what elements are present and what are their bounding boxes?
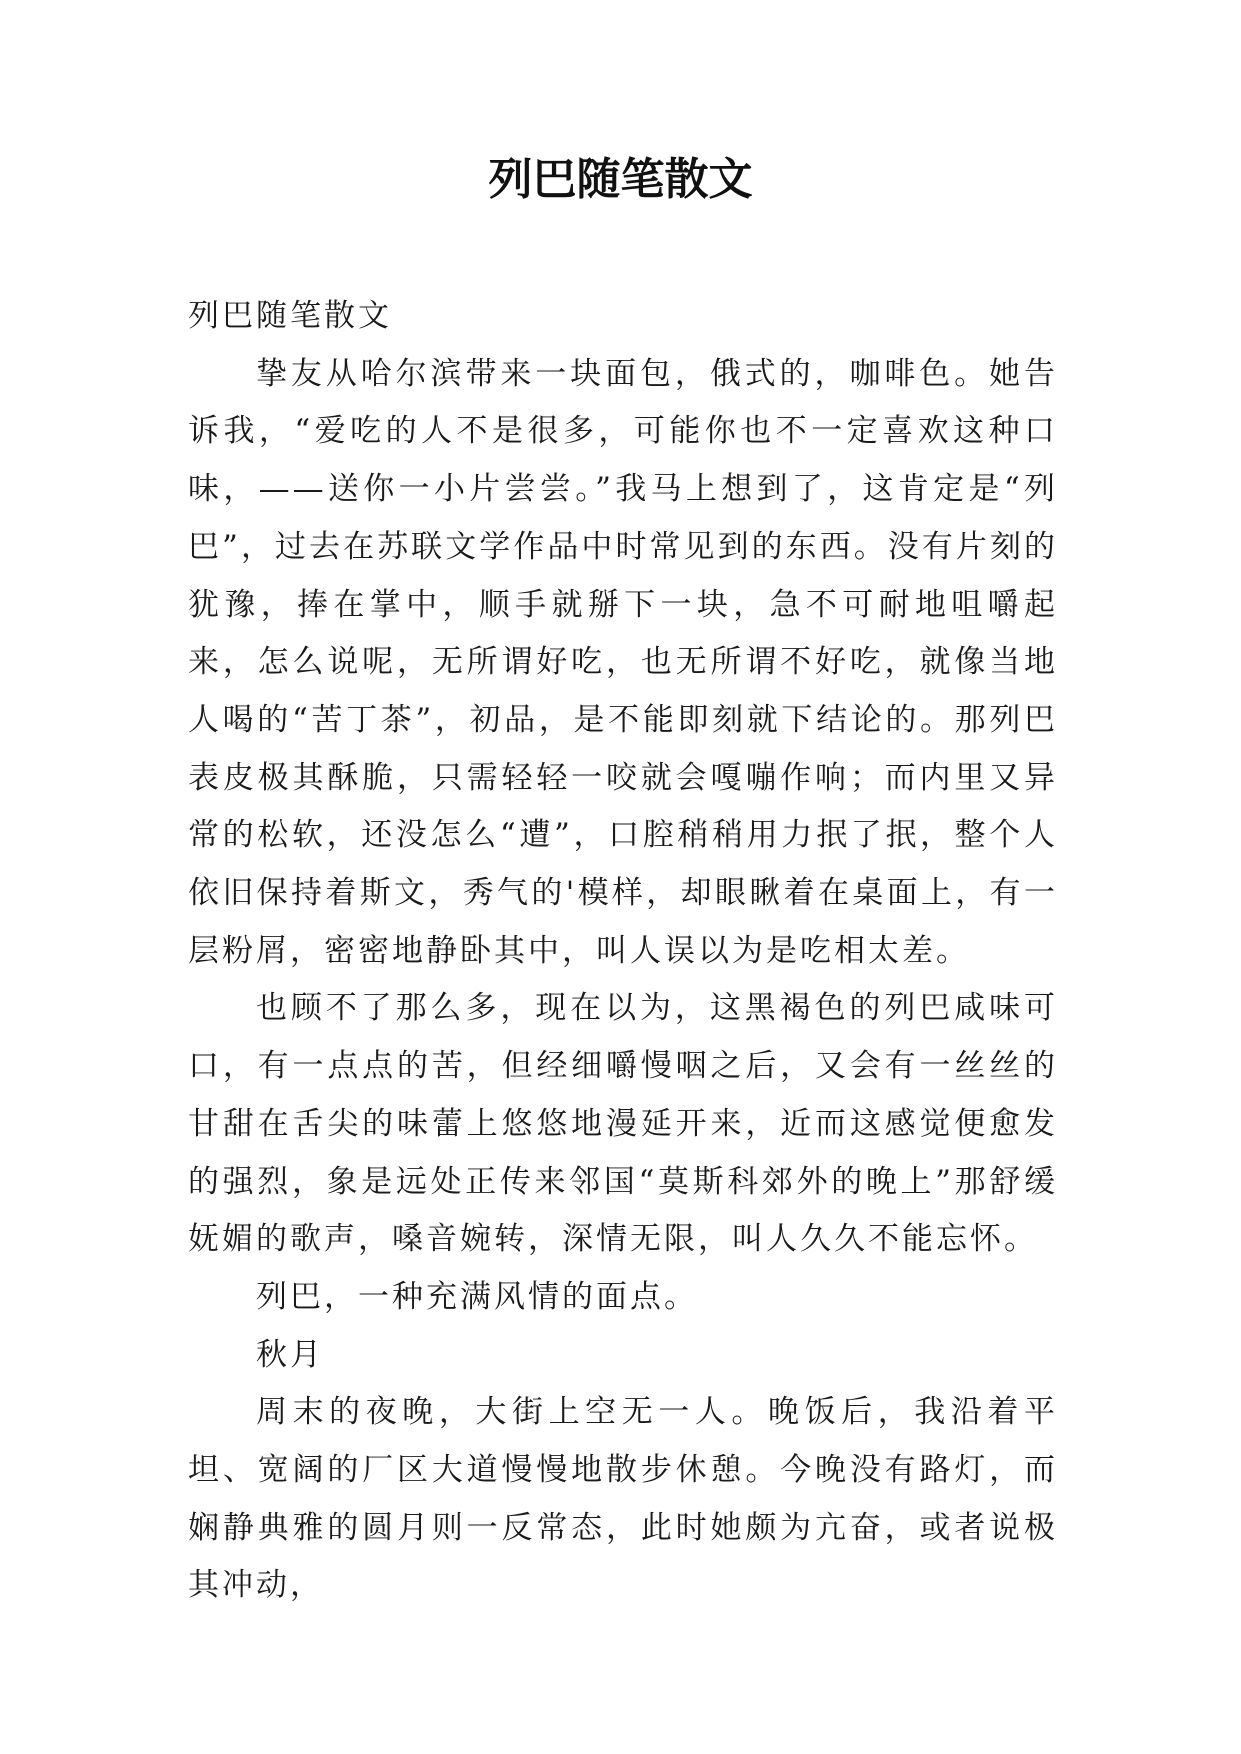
paragraph: 列巴，一种充满风情的面点。: [256, 1278, 698, 1315]
paragraph: 挚友从哈尔滨带来一块面包，俄式的，咖啡色。她告诉我，“爱吃的人不是很多，可能你也不一定喜欢这种口味，——送你一小片尝尝。”我马上想到了，这肯定是“列巴”，过去在苏联文学作品中时常见到的东西。没有片刻的犹豫，捧在掌中，顺手就掰下一块，急不可耐地咀嚼起来，怎么说呢，无所谓好吃，也无所谓不好吃，就像当地人喝的“苦丁茶”，初品，是不能即刻就下结论的。那列巴表皮极其酥脆，只需轻轻一咬就会嘎嘣作响；而内里又异常的松软，还没怎么“遭”，口腔稍稍用力抿了抿，整个人依旧保持着斯文，秀气的'模样，却眼瞅着在桌面上，有一层粉屑，密密地静卧其中，叫人误以为是吃相太差。: [188, 355, 1058, 969]
paragraph: 周末的夜晚，大街上空无一人。晚饭后，我沿着平坦、宽阔的厂区大道慢慢地散步休憩。今晚没有路灯，而娴静典雅的圆月则一反常态，此时她颇为亢奋，或者说极其冲动，: [188, 1394, 1058, 1604]
paragraph: 也顾不了那么多，现在以为，这黑褐色的列巴咸味可口，有一点点的苦，但经细嚼慢咽之后，又会有一丝丝的甘甜在舌尖的味蕾上悠悠地漫延开来，近而这感觉便愈发的强烈，象是远处正传来邻国“莫斯科郊外的晚上”那舒缓妩媚的歌声，嗓音婉转，深情无限，叫人久久不能忘怀。: [188, 990, 1058, 1258]
document-title: 列巴随笔散文: [488, 154, 753, 205]
document-body: [188, 288, 1058, 1615]
paragraph-section-heading: 秋月: [256, 1336, 324, 1373]
paragraph-subtitle: 列巴随笔散文: [188, 298, 392, 334]
